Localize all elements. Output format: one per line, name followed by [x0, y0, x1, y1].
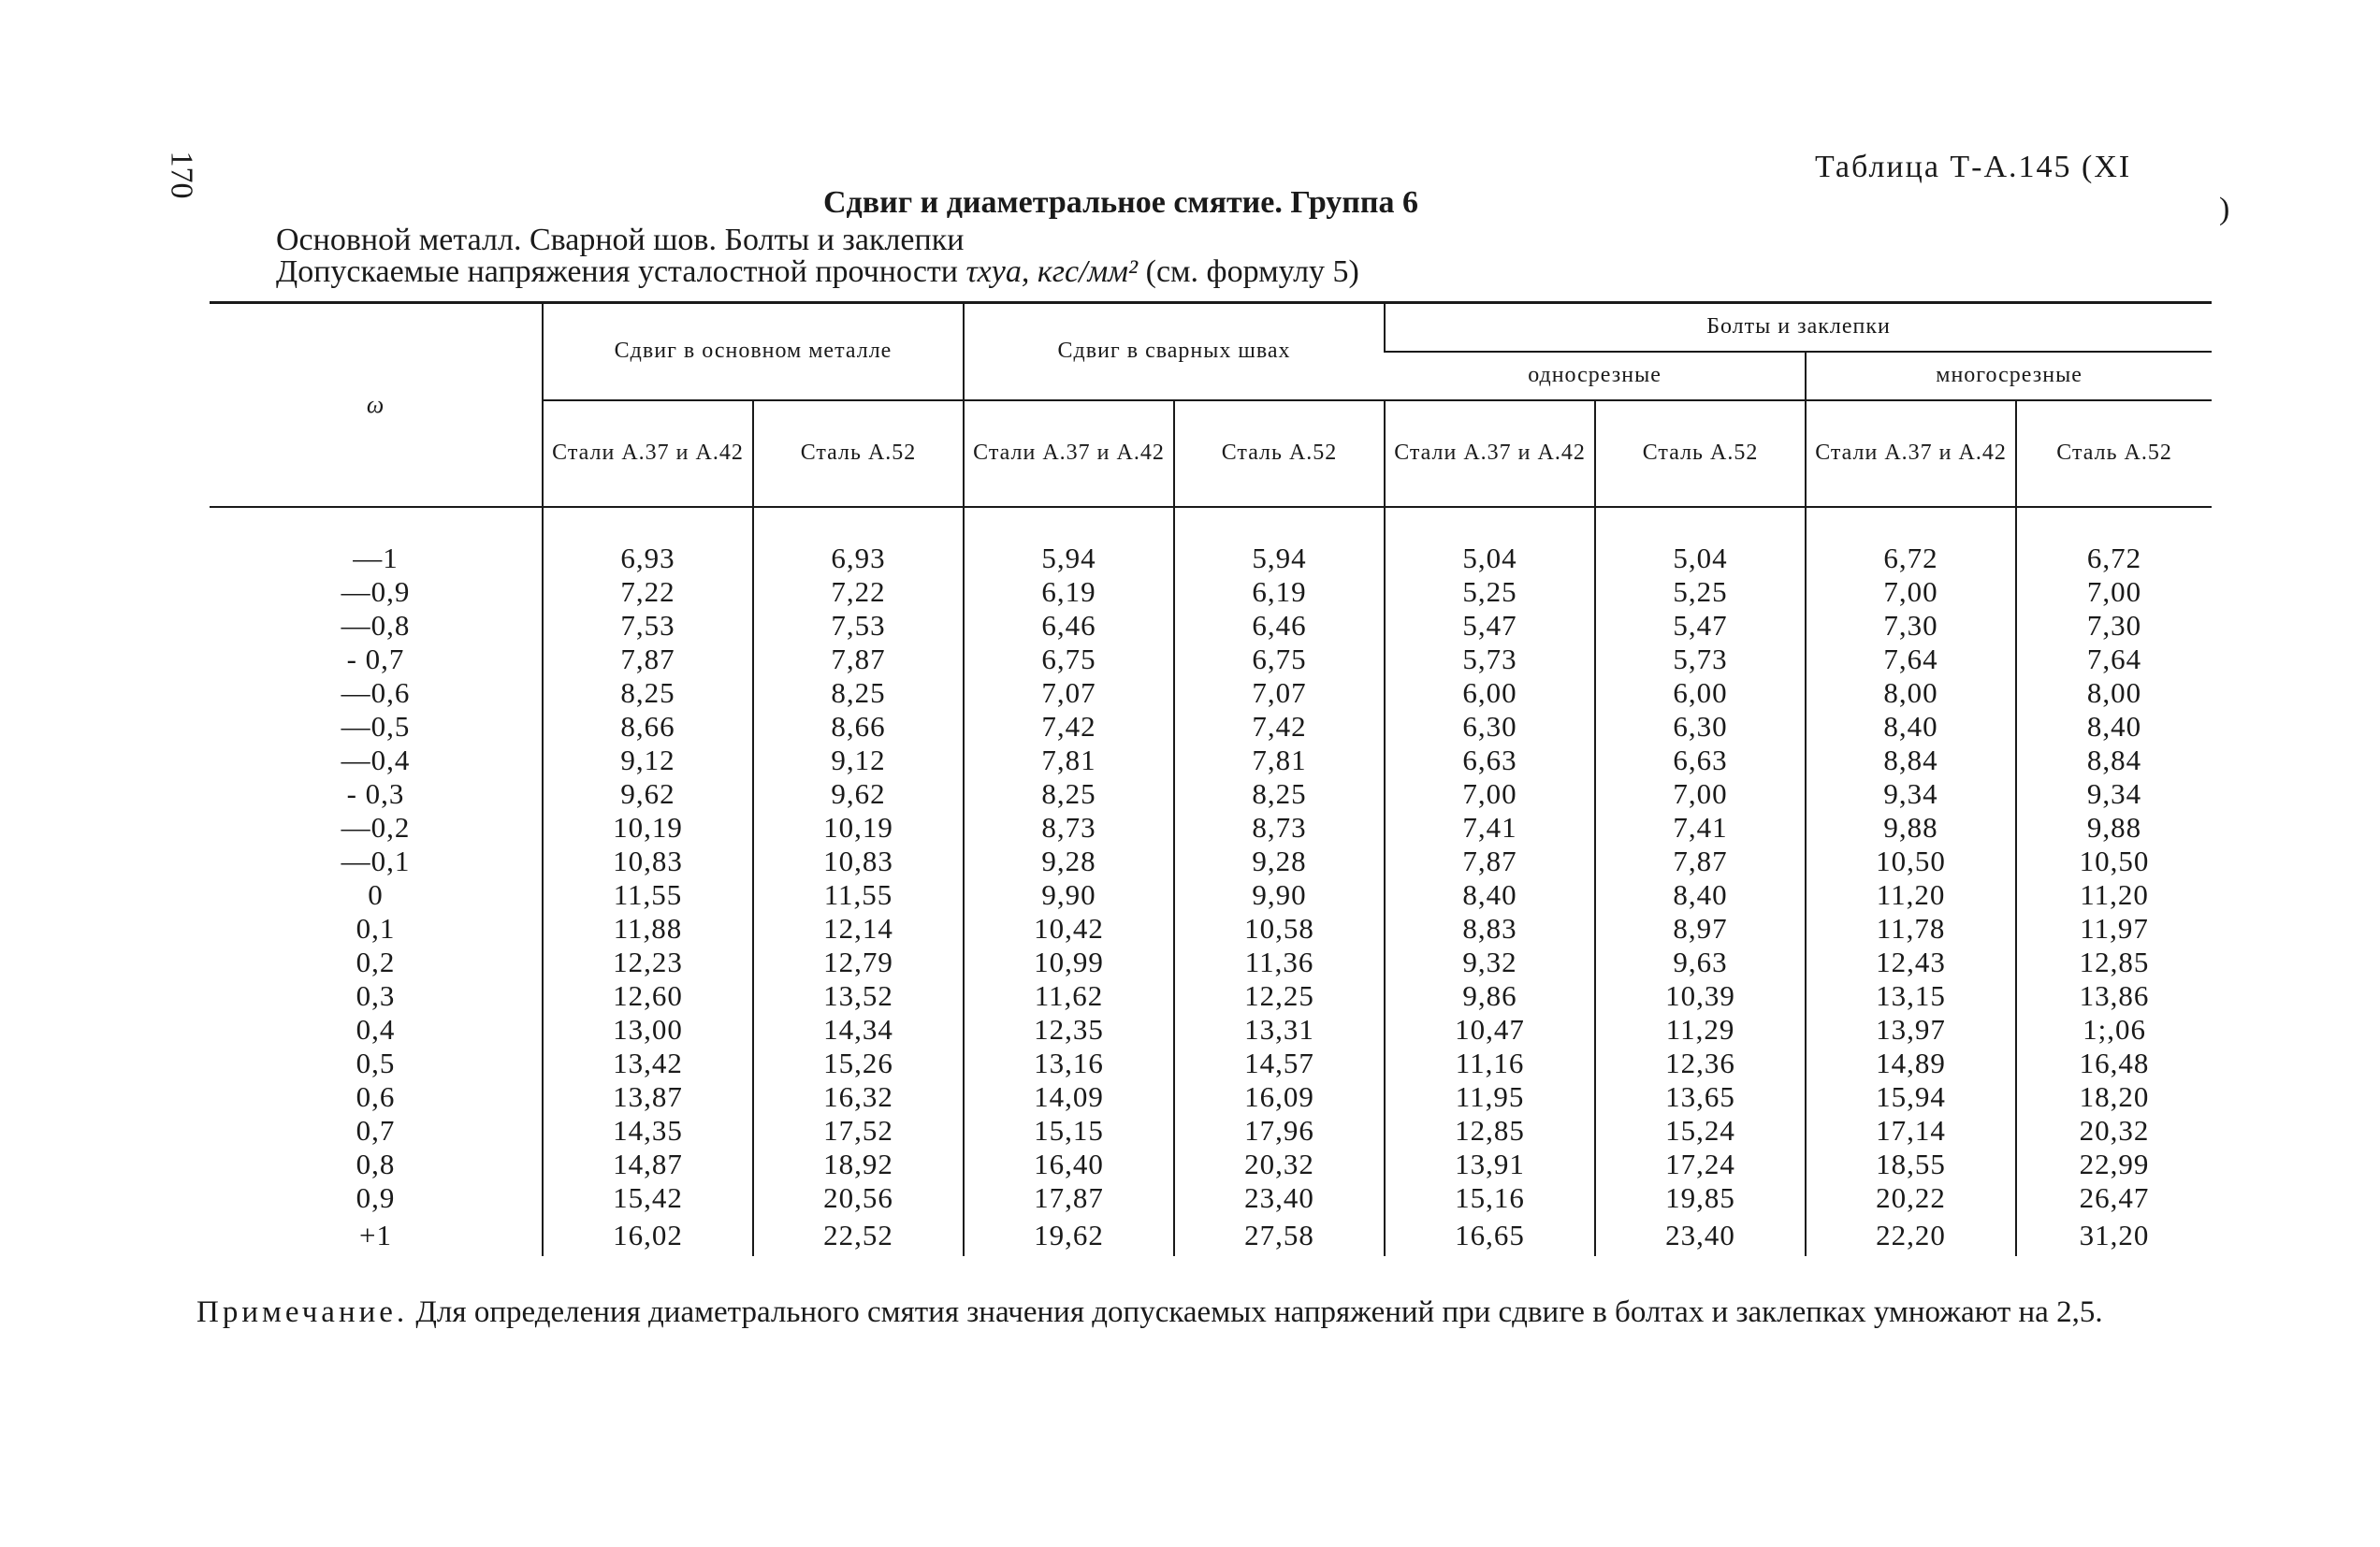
table-note [196, 1294, 2217, 1330]
stress-value: 8,00 [2016, 676, 2212, 710]
stress-value: 8,66 [753, 710, 964, 744]
table-row [210, 744, 2212, 777]
stress-value: 7,87 [1595, 845, 1806, 878]
stress-value: 8,84 [2016, 744, 2212, 777]
column-header-4: Сталь А.52 [1174, 400, 1385, 507]
stress-value: 7,81 [1174, 744, 1385, 777]
stress-value: 5,73 [1595, 643, 1806, 676]
stress-value: 17,24 [1595, 1148, 1806, 1181]
omega-value: —0,6 [341, 676, 411, 709]
note-label: Примечание. [196, 1295, 409, 1329]
stress-value: 7,42 [964, 710, 1174, 744]
column-header-8: Сталь А.52 [2016, 400, 2212, 507]
stress-value: 13,15 [1806, 979, 2016, 1013]
stress-value: 10,83 [753, 845, 964, 878]
stress-value: 16,65 [1385, 1215, 1595, 1256]
table-units-line [276, 254, 1359, 290]
stress-value: 23,40 [1595, 1215, 1806, 1256]
table-spacer-row [210, 507, 2212, 542]
omega-header: ω [366, 391, 385, 419]
omega-value: 0,9 [356, 1181, 396, 1214]
stress-value: 5,47 [1595, 609, 1806, 643]
stress-value: 27,58 [1174, 1215, 1385, 1256]
stress-value: 6,75 [1174, 643, 1385, 676]
table-row [210, 1215, 2212, 1256]
stress-value: 16,09 [1174, 1080, 1385, 1114]
stress-value: 8,00 [1806, 676, 2016, 710]
stress-value: 11,16 [1385, 1047, 1595, 1080]
stress-value: 20,32 [1174, 1148, 1385, 1181]
stress-value: 6,46 [964, 609, 1174, 643]
stress-value: 8,83 [1385, 912, 1595, 946]
stress-value: 7,87 [543, 643, 753, 676]
stress-value: 15,94 [1806, 1080, 2016, 1114]
table-row [210, 1181, 2212, 1215]
table-row [210, 542, 2212, 575]
stress-value: 15,24 [1595, 1114, 1806, 1148]
table-row [210, 811, 2212, 845]
stress-value: 15,42 [543, 1181, 753, 1215]
stress-value: 8,40 [2016, 710, 2212, 744]
stress-value: 12,85 [2016, 946, 2212, 979]
table-row [210, 912, 2212, 946]
stress-value: 10,99 [964, 946, 1174, 979]
stress-value: 13,42 [543, 1047, 753, 1080]
omega-value: —0,4 [341, 744, 411, 776]
stress-value: 13,31 [1174, 1013, 1385, 1047]
stress-value: 20,22 [1806, 1181, 2016, 1215]
stress-value: 9,90 [964, 878, 1174, 912]
stress-value: 11,29 [1595, 1013, 1806, 1047]
stress-value: 9,28 [964, 845, 1174, 878]
omega-value: 0,8 [356, 1148, 396, 1180]
stress-value: 6,00 [1595, 676, 1806, 710]
stress-value: 12,25 [1174, 979, 1385, 1013]
stress-value: 15,26 [753, 1047, 964, 1080]
stress-value: 8,84 [1806, 744, 2016, 777]
table-row [210, 710, 2212, 744]
stress-value: 7,00 [2016, 575, 2212, 609]
single-shear-header: односрезные [1385, 352, 1806, 400]
stress-value: 22,99 [2016, 1148, 2212, 1181]
note-text: Для определения диаметрального смятия значения допускаемых напряжений при сдвиге в болтах и заклепках умножают на 2,5. [415, 1295, 2103, 1329]
stress-value: 9,63 [1595, 946, 1806, 979]
table-title: Сдвиг и диаметральное смятие. Группа 6 [823, 185, 1418, 220]
stress-value: 8,73 [964, 811, 1174, 845]
stress-value: 5,04 [1595, 542, 1806, 575]
stress-value: 14,09 [964, 1080, 1174, 1114]
stress-value: 10,47 [1385, 1013, 1595, 1047]
stress-value: 17,87 [964, 1181, 1174, 1215]
stress-value: 12,35 [964, 1013, 1174, 1047]
stress-value: 18,20 [2016, 1080, 2212, 1114]
stress-value: 8,25 [753, 676, 964, 710]
table-row [210, 643, 2212, 676]
table-label-close: ) [2219, 192, 2230, 226]
stress-value: 7,42 [1174, 710, 1385, 744]
stress-value: 5,94 [964, 542, 1174, 575]
stress-value: 7,22 [753, 575, 964, 609]
stress-value: 5,94 [1174, 542, 1385, 575]
omega-value: 0,5 [356, 1047, 396, 1079]
stress-value: 7,30 [1806, 609, 2016, 643]
stress-value: 5,25 [1385, 575, 1595, 609]
stress-value: 20,56 [753, 1181, 964, 1215]
stress-value: 13,65 [1595, 1080, 1806, 1114]
omega-value: 0,6 [356, 1080, 396, 1113]
stress-value: 5,04 [1385, 542, 1595, 575]
omega-value: +1 [359, 1219, 392, 1251]
table-row [210, 946, 2212, 979]
table-row [210, 845, 2212, 878]
omega-value: 0 [368, 878, 384, 911]
table-row [210, 878, 2212, 912]
stress-value: 9,90 [1174, 878, 1385, 912]
stress-value: 9,34 [1806, 777, 2016, 811]
spacer-cell [753, 507, 964, 542]
page-number: 170 [164, 151, 199, 199]
stress-value: 11,55 [753, 878, 964, 912]
stress-value: 7,53 [543, 609, 753, 643]
stress-value: 6,63 [1595, 744, 1806, 777]
stress-value: 18,55 [1806, 1148, 2016, 1181]
omega-value: —0,2 [341, 811, 411, 844]
omega-value: —0,1 [341, 845, 411, 877]
stress-value: 14,89 [1806, 1047, 2016, 1080]
table-row [210, 1114, 2212, 1148]
stress-value: 13,86 [2016, 979, 2212, 1013]
stress-value: 11,36 [1174, 946, 1385, 979]
omega-value: 0,2 [356, 946, 396, 978]
stress-value: 9,88 [2016, 811, 2212, 845]
omega-value: —0,5 [341, 710, 411, 743]
stress-value: 5,47 [1385, 609, 1595, 643]
stress-value: 22,20 [1806, 1215, 2016, 1256]
stress-value: 18,92 [753, 1148, 964, 1181]
stress-value: 8,25 [964, 777, 1174, 811]
stress-value: 10,58 [1174, 912, 1385, 946]
stress-value: 10,42 [964, 912, 1174, 946]
stress-value: 13,16 [964, 1047, 1174, 1080]
spacer-cell [1806, 507, 2016, 542]
stress-value: 8,97 [1595, 912, 1806, 946]
stress-value: 8,25 [1174, 777, 1385, 811]
stress-value: 7,07 [1174, 676, 1385, 710]
spacer-cell [210, 507, 543, 542]
units-line-suffix: (см. формулу 5) [1145, 254, 1359, 289]
spacer-cell [2016, 507, 2212, 542]
spacer-cell [964, 507, 1174, 542]
table-row [210, 1080, 2212, 1114]
stress-value: 6,63 [1385, 744, 1595, 777]
stress-value: 7,87 [1385, 845, 1595, 878]
stress-value: 16,02 [543, 1215, 753, 1256]
stress-value: 10,83 [543, 845, 753, 878]
stress-value: 7,87 [753, 643, 964, 676]
table-label: Таблица Т-А.145 (XI [1815, 150, 2132, 184]
stress-value: 8,40 [1806, 710, 2016, 744]
stress-value: 9,28 [1174, 845, 1385, 878]
column-header-7: Стали А.37 и А.42 [1806, 400, 2016, 507]
stress-value: 10,19 [543, 811, 753, 845]
omega-value: —0,9 [341, 575, 411, 608]
stress-value: 8,66 [543, 710, 753, 744]
multi-shear-header: многосрезные [1806, 352, 2212, 400]
omega-value: 0,4 [356, 1013, 396, 1046]
stress-value: 6,00 [1385, 676, 1595, 710]
omega-value: 0,3 [356, 979, 396, 1012]
stress-value: 6,30 [1595, 710, 1806, 744]
stress-value: 7,22 [543, 575, 753, 609]
units-line-symbol: τxya, [965, 254, 1030, 289]
stress-value: 5,73 [1385, 643, 1595, 676]
stress-value: 15,15 [964, 1114, 1174, 1148]
column-header-6: Сталь А.52 [1595, 400, 1806, 507]
table-row [210, 676, 2212, 710]
spacer-cell [1595, 507, 1806, 542]
stress-value: 22,52 [753, 1215, 964, 1256]
stress-value: 13,52 [753, 979, 964, 1013]
stress-value: 10,50 [2016, 845, 2212, 878]
stress-value: 14,87 [543, 1148, 753, 1181]
stress-value: 11,95 [1385, 1080, 1595, 1114]
omega-value: 0,7 [356, 1114, 396, 1147]
stress-value: 26,47 [2016, 1181, 2212, 1215]
omega-value: 0,1 [356, 912, 396, 945]
stress-value: 8,40 [1385, 878, 1595, 912]
table-row [210, 575, 2212, 609]
stress-value: 7,41 [1595, 811, 1806, 845]
column-header-2: Сталь А.52 [753, 400, 964, 507]
stress-value: 9,32 [1385, 946, 1595, 979]
stress-value: 14,34 [753, 1013, 964, 1047]
omega-value: - 0,3 [346, 777, 405, 810]
stress-value: 11,78 [1806, 912, 2016, 946]
stress-value: 12,23 [543, 946, 753, 979]
stress-value: 15,16 [1385, 1181, 1595, 1215]
stress-value: 17,14 [1806, 1114, 2016, 1148]
omega-value: —0,8 [341, 609, 411, 642]
stress-value: 17,52 [753, 1114, 964, 1148]
stress-value: 20,32 [2016, 1114, 2212, 1148]
stress-value: 11,20 [2016, 878, 2212, 912]
stress-value: 23,40 [1174, 1181, 1385, 1215]
stress-value: 6,72 [1806, 542, 2016, 575]
stress-value: 11,62 [964, 979, 1174, 1013]
stress-value: 16,48 [2016, 1047, 2212, 1080]
stress-value: 7,64 [1806, 643, 2016, 676]
stress-value: 14,57 [1174, 1047, 1385, 1080]
stress-value: 19,85 [1595, 1181, 1806, 1215]
bolts-rivets-header: Болты и заклепки [1385, 303, 2212, 353]
table-subtitle: Основной металл. Сварной шов. Болты и заклепки [276, 223, 965, 257]
table-row [210, 979, 2212, 1013]
stress-value: 9,62 [753, 777, 964, 811]
omega-value: - 0,7 [346, 643, 405, 675]
spacer-cell [1385, 507, 1595, 542]
stress-value: 9,86 [1385, 979, 1595, 1013]
column-header-5: Стали А.37 и А.42 [1385, 400, 1595, 507]
units-line-prefix: Допускаемые напряжения усталостной прочности [276, 254, 958, 289]
stress-value: 6,75 [964, 643, 1174, 676]
table-body [210, 507, 2212, 1256]
stress-value: 12,43 [1806, 946, 2016, 979]
stress-value: 1;,06 [2016, 1013, 2212, 1047]
column-header-1: Стали А.37 и А.42 [543, 400, 753, 507]
stress-value: 7,30 [2016, 609, 2212, 643]
stress-value: 13,91 [1385, 1148, 1595, 1181]
weld-shear-header: Сдвиг в сварных швах [964, 303, 1385, 401]
stress-value: 16,32 [753, 1080, 964, 1114]
stress-value: 7,41 [1385, 811, 1595, 845]
spacer-cell [1174, 507, 1385, 542]
stress-value: 7,07 [964, 676, 1174, 710]
stress-value: 7,64 [2016, 643, 2212, 676]
stress-value: 12,79 [753, 946, 964, 979]
stress-value: 31,20 [2016, 1215, 2212, 1256]
stress-value: 13,00 [543, 1013, 753, 1047]
stress-value: 7,81 [964, 744, 1174, 777]
stress-value: 6,72 [2016, 542, 2212, 575]
stress-value: 5,25 [1595, 575, 1806, 609]
stress-value: 8,40 [1595, 878, 1806, 912]
omega-value: —1 [353, 542, 399, 574]
stress-value: 12,36 [1595, 1047, 1806, 1080]
stress-value: 8,73 [1174, 811, 1385, 845]
stress-value: 11,97 [2016, 912, 2212, 946]
stress-value: 13,87 [543, 1080, 753, 1114]
table-row [210, 1013, 2212, 1047]
table-row [210, 1148, 2212, 1181]
stress-value: 12,60 [543, 979, 753, 1013]
spacer-cell [543, 507, 753, 542]
stress-value: 16,40 [964, 1148, 1174, 1181]
stress-value: 9,12 [753, 744, 964, 777]
table-row [210, 1047, 2212, 1080]
stress-value: 11,20 [1806, 878, 2016, 912]
stress-value: 9,34 [2016, 777, 2212, 811]
stress-value: 6,19 [1174, 575, 1385, 609]
stress-value: 9,12 [543, 744, 753, 777]
stress-value: 6,93 [543, 542, 753, 575]
stress-value: 7,53 [753, 609, 964, 643]
stress-value: 19,62 [964, 1215, 1174, 1256]
stress-value: 9,62 [543, 777, 753, 811]
stress-value: 12,14 [753, 912, 964, 946]
stress-value: 8,25 [543, 676, 753, 710]
stress-value: 12,85 [1385, 1114, 1595, 1148]
units-line-units: кгс/мм² [1037, 254, 1139, 289]
stress-value: 6,46 [1174, 609, 1385, 643]
stress-value: 10,39 [1595, 979, 1806, 1013]
stress-value: 10,50 [1806, 845, 2016, 878]
stress-value: 13,97 [1806, 1013, 2016, 1047]
stress-value: 11,55 [543, 878, 753, 912]
stress-value: 7,00 [1385, 777, 1595, 811]
table-row [210, 609, 2212, 643]
stress-table [210, 301, 2212, 1256]
stress-value: 10,19 [753, 811, 964, 845]
column-header-3: Стали А.37 и А.42 [964, 400, 1174, 507]
stress-value: 9,88 [1806, 811, 2016, 845]
stress-value: 7,00 [1806, 575, 2016, 609]
stress-value: 6,30 [1385, 710, 1595, 744]
base-metal-shear-header: Сдвиг в основном металле [543, 303, 964, 401]
stress-value: 6,19 [964, 575, 1174, 609]
stress-value: 11,88 [543, 912, 753, 946]
stress-value: 6,93 [753, 542, 964, 575]
stress-value: 7,00 [1595, 777, 1806, 811]
stress-value: 14,35 [543, 1114, 753, 1148]
stress-value: 17,96 [1174, 1114, 1385, 1148]
table-row [210, 777, 2212, 811]
table-header [210, 303, 2212, 508]
